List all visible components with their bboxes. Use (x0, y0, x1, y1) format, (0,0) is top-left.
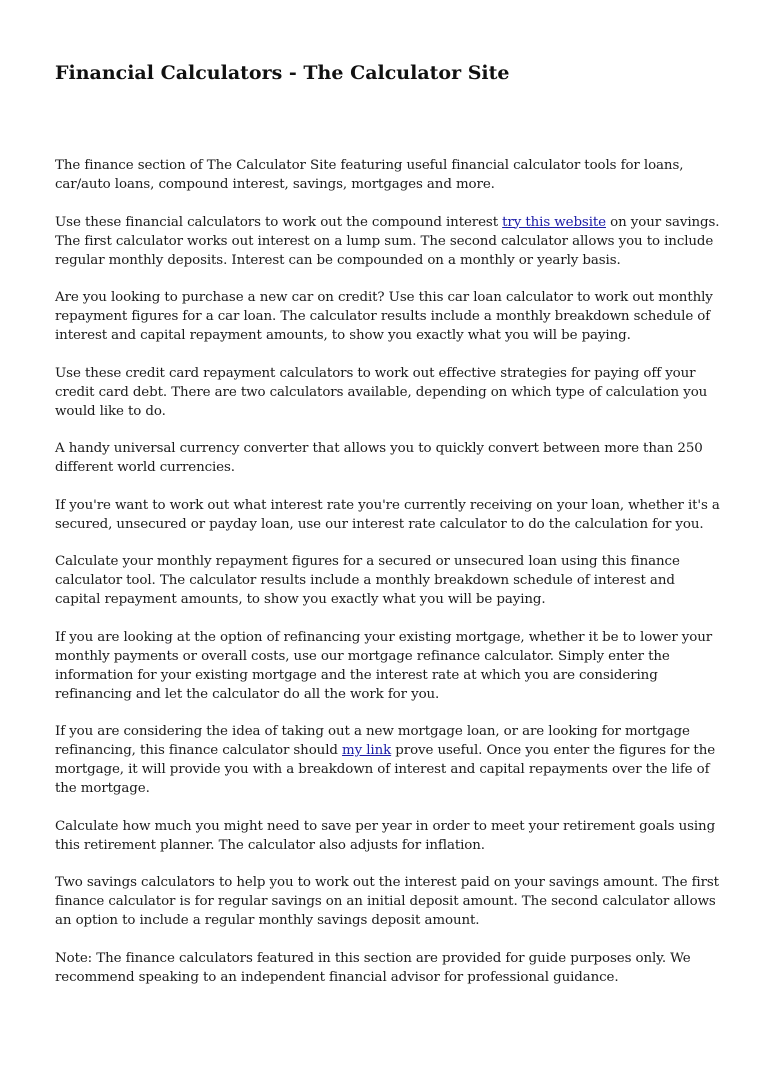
paragraph-credit-card: Use these credit card repayment calculators to work out effective strategies for paying off your credit card debt. There are two calculators available, depending on which type of calculation you would like to do. (55, 365, 708, 419)
paragraph-savings: Two savings calculators to help you to work out the interest paid on your savings amount. The first finance calculator is for regular savings on an initial deposit amount. The second calculator allows an option to include a regular monthly savings deposit amount. (55, 875, 719, 928)
paragraph-compound-interest (55, 213, 723, 270)
page-title: Financial Calculators - The Calculator Site (55, 62, 510, 84)
paragraph-mortgage (55, 722, 723, 798)
paragraph-intro: The finance section of The Calculator Site featuring useful financial calculator tools for loans, car/auto loans, compound interest, savings, mortgages and more. (55, 158, 684, 192)
paragraph-interest-rate: If you're want to work out what interest rate you're currently receiving on your loan, whether it's a secured, unsecured or payday loan, use our interest rate calculator to do the calculation for you. (55, 497, 720, 532)
paragraph-currency: A handy universal currency converter that allows you to quickly convert between more than 250 different world currencies. (55, 441, 703, 475)
my-link-link[interactable]: my link (342, 743, 392, 758)
paragraph-car-loan: Are you looking to purchase a new car on credit? Use this car loan calculator to work out monthly repayment figures for a car loan. The calculator results include a monthly breakdown schedule of interest and capital repayment amounts, to show you exactly what you will be paying. (55, 290, 713, 343)
paragraph-text: prove useful. Once you enter the figures for the mortgage, it will provide you with a breakdown of interest and capital repayments over the life of the mortgage. (55, 743, 716, 796)
document-body (55, 156, 723, 987)
try-this-website-link[interactable]: try this website (502, 214, 606, 230)
paragraph-text: If you are considering the idea of taking out a new mortgage loan, or are looking for mortgage refinancing, this finance calculator should (55, 724, 690, 758)
paragraph-text: on your savings. The first calculator works out interest on a lump sum. The second calculator allows you to include regular monthly deposits. Interest can be compounded on a monthly or yearly basis. (55, 214, 720, 268)
paragraph-retirement: Calculate how much you might need to save per year in order to meet your retirement goals using this retirement planner. The calculator also adjusts for inflation. (55, 818, 716, 853)
document-page (55, 60, 723, 1005)
paragraph-note: Note: The finance calculators featured in this section are provided for guide purposes only. We recommend speaking to an independent financial advisor for professional guidance. (55, 950, 691, 985)
paragraph-refinance: If you are looking at the option of refinancing your existing mortgage, whether it be to lower your monthly payments or overall costs, use our mortgage refinance calculator. Simply enter the information for your existing mortgage and the interest rate at which you are considering refinancing and let the calculator do all the work for you. (55, 629, 713, 702)
paragraph-loan-repayment: Calculate your monthly repayment figures for a secured or unsecured loan using this finance calculator tool. The calculator results include a monthly breakdown schedule of interest and capital repayment amounts, to show you exactly what you will be paying. (55, 554, 680, 607)
paragraph-text: Use these financial calculators to work out the compound interest (55, 214, 503, 230)
